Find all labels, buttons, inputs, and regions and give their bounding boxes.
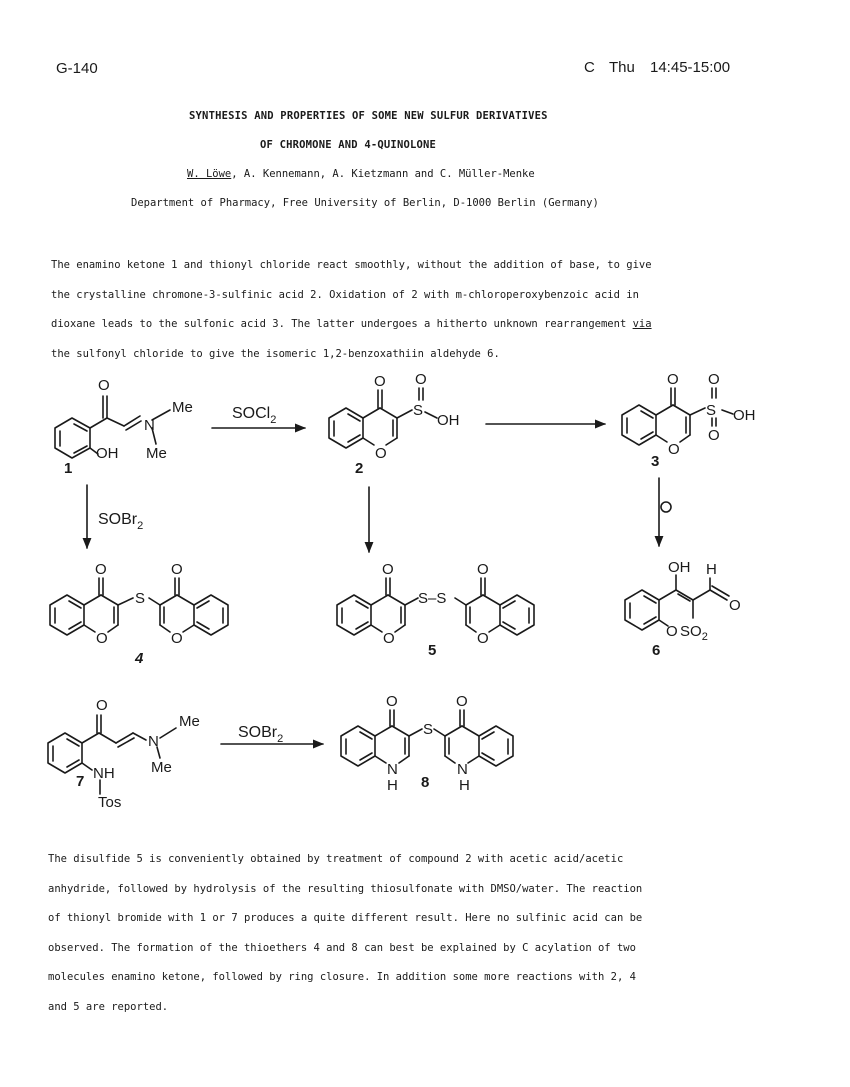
conclusion-paragraph bbox=[48, 845, 642, 1022]
c6-oh: OH bbox=[668, 559, 691, 576]
conclusion-line-4: observed. The formation of the thioethers 4 and 8 can best be explained by C acylation of two bbox=[48, 941, 636, 954]
c3-ring-o: O bbox=[668, 441, 680, 458]
reaction-scheme bbox=[0, 360, 850, 830]
c7-n: N bbox=[148, 733, 159, 750]
c6-aldehyde-h: H bbox=[706, 561, 717, 578]
c5-o-right: O bbox=[477, 561, 489, 578]
conclusion-line-1: The disulfide 5 is conveniently obtained by treatment of compound 2 with acetic acid/acetic bbox=[48, 853, 624, 865]
compound-5-label: 5 bbox=[428, 642, 437, 659]
c3-oh: OH bbox=[733, 407, 756, 424]
conclusion-line-3: of thionyl bromide with 1 or 7 produces a quite different result. Here no sulfinic acid can be bbox=[48, 912, 643, 924]
title-line-2: OF CHROMONE AND 4-QUINOLONE bbox=[260, 139, 437, 151]
authors bbox=[187, 168, 535, 180]
session-letter: C bbox=[584, 59, 595, 76]
intro-line-3 bbox=[51, 310, 652, 340]
c8-s: S bbox=[423, 721, 434, 738]
intro-line-4: the sulfonyl chloride to give the isomeric 1,2-benzoxathiin aldehyde 6. bbox=[51, 347, 500, 360]
reagent-sobr2-a: SOBr$_2$ bbox=[98, 511, 144, 532]
co-authors: , A. Kennemann, A. Kietzmann and C. Müller-Menke bbox=[231, 168, 535, 180]
c7-nh: NH bbox=[93, 765, 115, 782]
c2-ring-o: O bbox=[375, 445, 387, 462]
c4-o-left: O bbox=[95, 561, 107, 578]
c3-so-top: O bbox=[708, 371, 720, 388]
c7-o: O bbox=[96, 697, 108, 714]
c1-oh: OH bbox=[96, 445, 119, 462]
c5-o-left: O bbox=[382, 561, 394, 578]
abstract-code: G-140 bbox=[56, 60, 98, 77]
intro-via: via bbox=[632, 318, 652, 330]
intro-line-3-text: dioxane leads to the sulfonic acid 3. The latter undergoes a hitherto unknown rearrangement bbox=[51, 318, 633, 330]
c5-disulfide: S–S bbox=[418, 590, 447, 607]
c8-o-right: O bbox=[456, 693, 468, 710]
session-time: 14:45-15:00 bbox=[650, 59, 731, 76]
compound-8-label: 8 bbox=[421, 774, 430, 791]
c1-n: N bbox=[144, 417, 155, 434]
c8-h-left: H bbox=[387, 777, 398, 794]
intro-line-1: The enamino ketone 1 and thionyl chloride react smoothly, without the addition of base, to give bbox=[51, 259, 652, 271]
conclusion-line-6: and 5 are reported. bbox=[48, 1000, 169, 1013]
compound-2-label: 2 bbox=[355, 460, 364, 477]
c3-s: S bbox=[706, 402, 717, 419]
intro-line-2: the crystalline chromone-3-sulfinic acid 2. Oxidation of 2 with m-chloroperoxybenzoic acid in bbox=[51, 288, 639, 301]
rearrangement-mark bbox=[661, 502, 671, 512]
c1-me-1: Me bbox=[172, 399, 193, 416]
compound-1-label: 1 bbox=[64, 460, 73, 477]
c3-so-bottom: O bbox=[708, 427, 720, 444]
c6-so2: $SO_2$ bbox=[680, 623, 708, 643]
compound-7-label: 7 bbox=[76, 773, 85, 790]
intro-paragraph bbox=[51, 251, 652, 369]
c4-o-right: O bbox=[171, 561, 183, 578]
c2-so: O bbox=[415, 371, 427, 388]
conclusion-line-5: molecules enamino ketone, followed by ring closure. In addition some more reactions with 2, 4 bbox=[48, 971, 636, 983]
c4-ring-o-right: O bbox=[171, 630, 183, 647]
c2-o: O bbox=[374, 373, 386, 390]
c7-tos: Tos bbox=[98, 794, 122, 811]
c3-o: O bbox=[667, 371, 679, 388]
c8-n-right: N bbox=[457, 761, 468, 778]
c8-n-left: N bbox=[387, 761, 398, 778]
c8-o-left: O bbox=[386, 693, 398, 710]
conclusion-line-2: anhydride, followed by hydrolysis of the resulting thiosulfonate with DMSO/water. The reaction bbox=[48, 882, 643, 895]
c7-me-2: Me bbox=[151, 759, 172, 776]
c1-me-2: Me bbox=[146, 445, 167, 462]
compound-6-structure bbox=[625, 575, 729, 630]
reagent-sobr2-b: SOBr$_2$ bbox=[238, 724, 284, 745]
c4-ring-o-left: O bbox=[96, 630, 108, 647]
compound-4-label: 4 bbox=[135, 650, 144, 667]
compound-7-structure bbox=[48, 715, 176, 794]
c6-aldehyde-o: O bbox=[729, 597, 741, 614]
c5-ring-o-left: O bbox=[383, 630, 395, 647]
c4-s: S bbox=[135, 590, 146, 607]
c8-h-right: H bbox=[459, 777, 470, 794]
c6-ring-o: O bbox=[666, 623, 678, 640]
session-day: Thu bbox=[609, 59, 635, 76]
title-line-1: SYNTHESIS AND PROPERTIES OF SOME NEW SULFUR DERIVATIVES bbox=[189, 110, 548, 122]
compound-6-label: 6 bbox=[652, 642, 661, 659]
c5-ring-o-right: O bbox=[477, 630, 489, 647]
reagent-socl2: SOCl$_2$ bbox=[232, 405, 277, 426]
c7-me-1: Me bbox=[179, 713, 200, 730]
c2-s: S bbox=[413, 402, 424, 419]
c2-oh: OH bbox=[437, 412, 460, 429]
affiliation: Department of Pharmacy, Free University of Berlin, D-1000 Berlin (Germany) bbox=[131, 197, 599, 209]
presenting-author: W. Löwe bbox=[187, 168, 232, 180]
c1-carbonyl-o: O bbox=[98, 377, 110, 394]
compound-8-structure bbox=[341, 710, 513, 766]
compound-3-label: 3 bbox=[651, 453, 660, 470]
